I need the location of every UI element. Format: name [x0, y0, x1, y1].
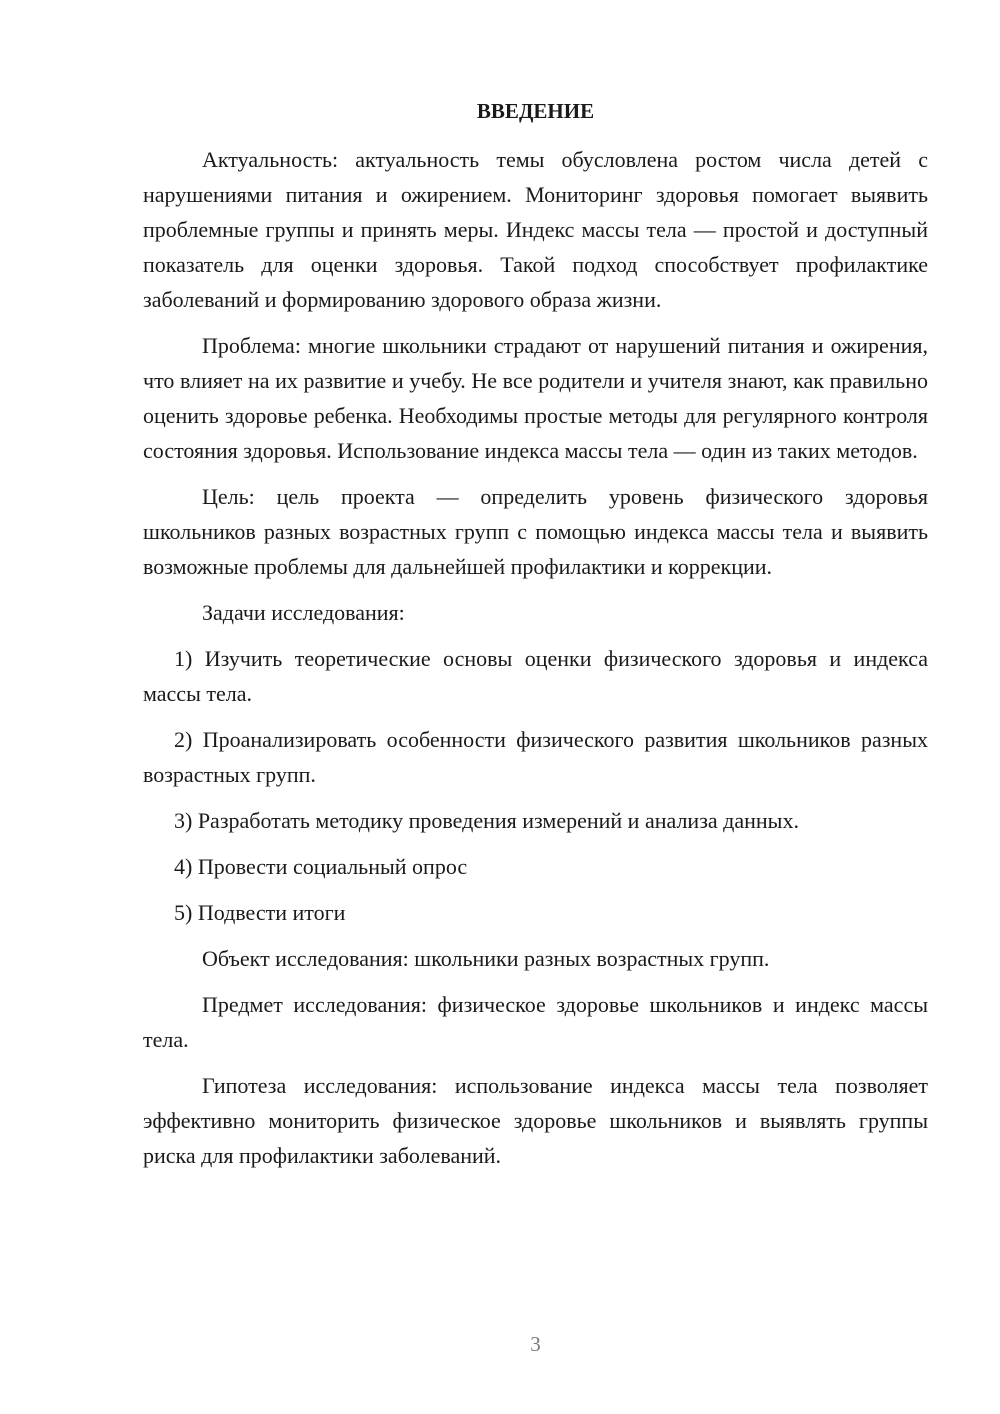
- paragraph-relevance: Актуальность: актуальность темы обусловлена ростом числа детей с нарушениями питания и ожирением. Мониторинг здоровья помогает выявить проблемные группы и принять меры. Индекс массы тела — простой и доступный показатель для оценки здоровья. Такой подход способствует профилактике заболеваний и формированию здорового образа жизни.: [143, 147, 928, 312]
- document-body: [143, 142, 928, 1184]
- research-hypothesis: Гипотеза исследования: использование индекса массы тела позволяет эффективно мониторить физическое здоровье школьников и выявлять группы риска для профилактики заболеваний.: [143, 1073, 928, 1168]
- task-item-4: 4) Провести социальный опрос: [174, 854, 468, 879]
- task-item-3: 3) Разработать методику проведения измерений и анализа данных.: [174, 808, 799, 833]
- research-subject: Предмет исследования: физическое здоровье школьников и индекс массы тела.: [143, 992, 928, 1052]
- document-page: [143, 0, 928, 1414]
- page-title: ВВЕДЕНИЕ: [476, 99, 595, 123]
- research-object: Объект исследования: школьники разных возрастных групп.: [202, 946, 770, 971]
- paragraph-problem: Проблема: многие школьники страдают от нарушений питания и ожирения, что влияет на их развитие и учебу. Не все родители и учителя знают, как правильно оценить здоровье ребенка. Необходимы простые методы для регулярного контроля состояния здоровья. Использование индекса массы тела — один из таких методов.: [143, 333, 928, 463]
- tasks-heading: Задачи исследования:: [202, 600, 405, 625]
- task-item-5: 5) Подвести итоги: [174, 900, 346, 925]
- paragraph-goal: Цель: цель проекта — определить уровень физического здоровья школьников разных возрастных групп с помощью индекса массы тела и выявить возможные проблемы для дальнейшей профилактики и коррекции.: [143, 484, 928, 579]
- page-number: 3: [530, 1332, 541, 1356]
- task-item-1: 1) Изучить теоретические основы оценки физического здоровья и индекса массы тела.: [143, 646, 928, 706]
- task-item-2: 2) Проанализировать особенности физического развития школьников разных возрастных групп.: [143, 727, 928, 787]
